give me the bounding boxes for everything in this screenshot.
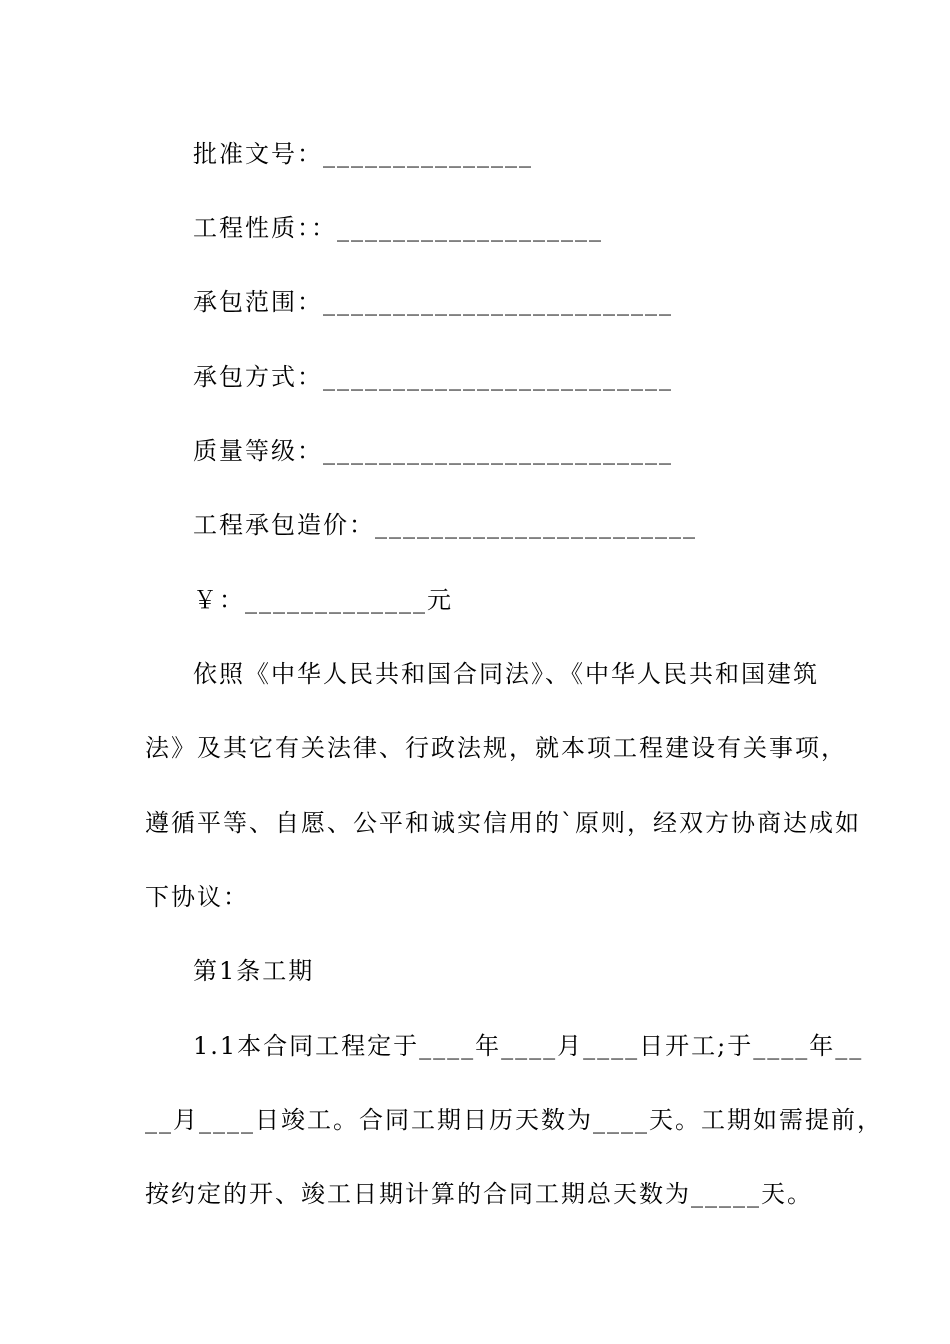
quality-grade-field: 质量等级：_________________________	[193, 437, 673, 465]
body-paragraph-line-2: 法》及其它有关法律、行政法规，就本项工程建设有关事项，	[145, 734, 847, 762]
contract-scope-field: 承包范围：_________________________	[193, 288, 673, 316]
approval-number-field: 批准文号：_______________	[193, 140, 533, 168]
body-paragraph-line-3: 遵循平等、自愿、公平和诚实信用的`原则，经双方协商达成如	[145, 809, 861, 837]
project-nature-field: 工程性质：：___________________	[193, 214, 603, 242]
body-paragraph-line-4: 下协议：	[145, 883, 249, 911]
section-heading-article-1: 第1条工期	[193, 957, 315, 985]
clause-1-1-line-1: 1.1本合同工程定于____年____月____日开工;于____年__	[193, 1032, 864, 1060]
body-paragraph-line-1: 依照《中华人民共和国合同法》、《中华人民共和国建筑	[193, 660, 819, 688]
amount-yuan-field: ￥：_____________元	[193, 586, 453, 614]
clause-1-1-line-3: 按约定的开、竣工日期计算的合同工期总天数为_____天。	[145, 1180, 813, 1208]
contract-price-field: 工程承包造价：_______________________	[193, 511, 697, 539]
contract-method-field: 承包方式：_________________________	[193, 363, 673, 391]
clause-1-1-line-2: __月____日竣工。合同工期日历天数为____天。工期如需提前，	[145, 1106, 883, 1134]
